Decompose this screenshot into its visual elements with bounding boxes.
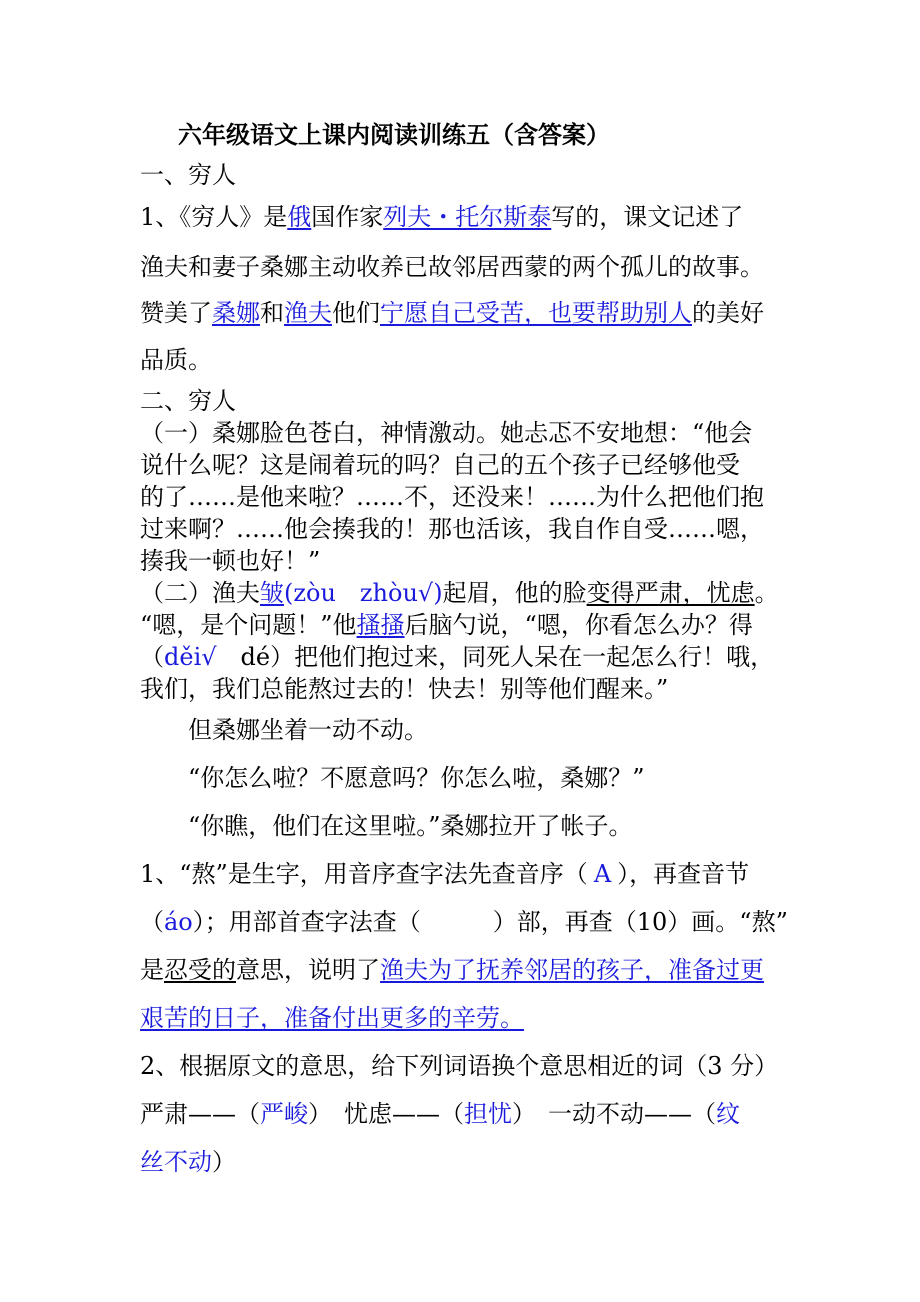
answer-synonym-3a: 纹 — [716, 1100, 740, 1128]
answer-explanation-part2: 艰苦的日子，准备付出更多的辛劳。 — [140, 1004, 524, 1032]
answer-synonym-1: 严峻 — [260, 1100, 308, 1128]
passage-2-line-2 — [140, 609, 753, 641]
answer-sangna: 桑娜 — [212, 299, 260, 327]
answer-explanation-part1: 渔夫为了抚养邻居的孩子，准备过更 — [380, 956, 764, 984]
passage-text: （二）渔夫 — [140, 579, 260, 607]
q1-text: 的美好 — [692, 299, 764, 327]
word-zhou: 皱 — [260, 579, 284, 607]
q1-line-1 — [140, 201, 743, 233]
q2-line-3 — [140, 954, 764, 986]
passage-1-line-4: 过来啊？……他会揍我的！那也活该，我自作自受……嗯， — [140, 515, 764, 543]
document-title: 六年级语文上课内阅读训练五（含答案） — [178, 120, 610, 149]
passage-text: 起眉，他的脸 — [442, 579, 587, 607]
q1-line-3 — [140, 297, 764, 329]
pinyin-choice-dei: děi√ — [164, 643, 217, 671]
answer-synonym-2: 担忧 — [464, 1100, 512, 1128]
q2-text: ），再查音节 — [617, 860, 750, 888]
passage-text: “嗯，是个问题！”他 — [140, 611, 357, 639]
q3-text: ） 忧虑——（ — [308, 1100, 464, 1128]
q1-text: 他们 — [332, 299, 380, 327]
passage-1-line-3: 的了……是他来啦？……不，还没来！……为什么把他们抱 — [140, 483, 764, 511]
q1-text: 1、《穷人》是 — [140, 203, 288, 231]
passage-text: （ — [140, 643, 164, 671]
q2-text: 是 — [140, 956, 164, 984]
passage-2-line-1 — [140, 577, 779, 609]
q3-line-2 — [140, 1146, 236, 1178]
section-heading-2: 二、穷人 — [140, 387, 236, 415]
answer-country: 俄 — [287, 203, 312, 231]
answer-quality: 宁愿自己受苦，也要帮助别人 — [380, 299, 692, 327]
answer-yinjie: áo — [164, 908, 193, 936]
passage-2-line-3 — [140, 641, 774, 673]
q2-line-1 — [140, 858, 749, 890]
q1-text: 写的，课文记述了 — [551, 203, 744, 231]
q1-line-4: 品质。 — [140, 346, 212, 374]
answer-yinxu: A — [593, 860, 612, 888]
underlined-phrase: 变得严肃，忧虑 — [586, 579, 755, 607]
q2-text: 意思，说明了 — [236, 956, 380, 984]
q3-text: ） 一动不动——（ — [512, 1100, 716, 1128]
passage-1-line-2: 说什么呢？这是闹着玩的吗？自己的五个孩子已经够他受 — [140, 451, 740, 479]
q2-line-4 — [140, 1002, 524, 1034]
passage-2-line-4: 我们，我们总能熬过去的！快去！别等他们醒来。” — [140, 675, 669, 703]
q1-text: 赞美了 — [140, 299, 212, 327]
q3-line-1 — [140, 1098, 740, 1130]
section-heading-1: 一、穷人 — [140, 161, 236, 189]
q1-line-2: 渔夫和妻子桑娜主动收养已故邻居西蒙的两个孤儿的故事。 — [140, 253, 764, 281]
q2-text: ）；用部首查字法查（ ）部，再查（10）画。“熬” — [192, 908, 788, 936]
q3-text: 严肃——（ — [140, 1100, 260, 1128]
passage-1-line-1: （一）桑娜脸色苍白，神情激动。她忐忑不安地想：“他会 — [140, 419, 753, 447]
passage-1-line-5: 揍我一顿也好！” — [140, 547, 321, 575]
q1-text: 和 — [260, 299, 284, 327]
answer-fisherman: 渔夫 — [284, 299, 332, 327]
q2-text: （ — [140, 908, 164, 936]
word-saosao: 搔搔 — [356, 611, 405, 639]
answer-synonym-3b: 丝不动 — [140, 1148, 212, 1176]
q2-line-2 — [140, 906, 788, 938]
pinyin-choice-zhou: (zòu zhòu√) — [284, 579, 443, 607]
passage-5: “你瞧，他们在这里啦。”桑娜拉开了帐子。 — [188, 812, 633, 840]
passage-text: 后脑勺说，“嗯，你看怎么办？得 — [404, 611, 753, 639]
passage-4: “你怎么啦？不愿意吗？你怎么啦，桑娜？” — [188, 764, 645, 792]
passage-3: 但桑娜坐着一动不动。 — [188, 716, 428, 744]
answer-author: 列夫・托尔斯泰 — [383, 203, 552, 231]
q2-text: 1、“熬”是生字，用音序查字法先查音序（ — [140, 860, 588, 888]
passage-text: 。 — [754, 579, 779, 607]
passage-text: dé）把他们抱过来，同死人呆在一起怎么行！哦， — [216, 643, 775, 671]
answer-meaning: 忍受的 — [164, 956, 236, 984]
q3-text: ） — [212, 1148, 236, 1176]
q3-prompt: 2、根据原文的意思，给下列词语换个意思相近的词（3 分） — [140, 1052, 779, 1080]
q1-text: 国作家 — [311, 203, 384, 231]
